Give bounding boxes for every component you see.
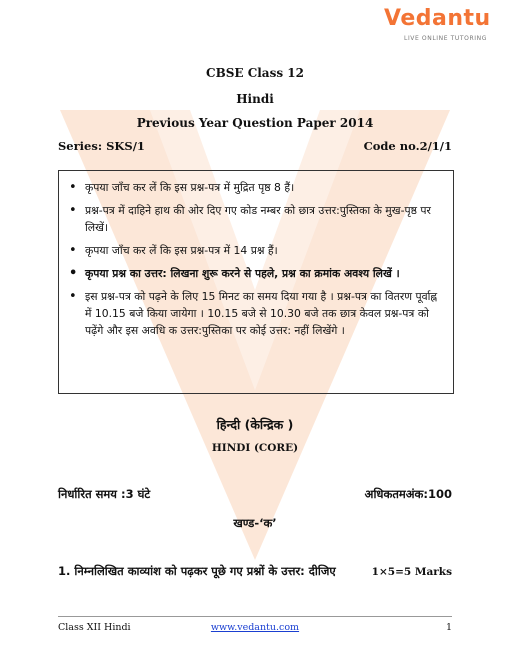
logo-wordmark: Vedantu — [384, 6, 491, 31]
vedantu-logo — [384, 6, 502, 50]
time-allowed: निर्धारित समय :3 घंटे — [58, 487, 151, 501]
question-1-text: 1. निम्नलिखित काव्यांश को पढ़कर पूछे गए प्रश्नों के उत्तर: दीजिए — [58, 564, 336, 578]
series-label: Series: SKS/1 — [58, 139, 145, 153]
doc-paper-title: Previous Year Question Paper 2014 — [136, 116, 374, 130]
doc-class-title: CBSE Class 12 — [206, 66, 304, 80]
code-label: Code no.2/1/1 — [363, 139, 452, 153]
instructions-box — [58, 170, 454, 394]
instruction-item: • इस प्रश्न-पत्र को पढ़ने के लिए 15 मिनट का समय दिया गया है । प्रश्न-पत्र का वितरण पूर्वाह्न में 10.15 बजे किया जायेगा । 10.15 बजे से 10.30 बजे तक छात्र केवल प्रश्न-पत्र को पढ़ेंगे और इस अवधि क उत्तर:पुस्तिका पर कोई उत्तर: नहीं लिखेंगे । — [85, 288, 443, 339]
instruction-item: • प्रश्न-पत्र में दाहिने हाथ की ओर दिए गए कोड नम्बर को छात्र उत्तर:पुस्तिका के मुख-पृष्ठ पर लिखें। — [85, 202, 443, 236]
doc-subject-title: Hindi — [236, 92, 274, 106]
footer-class-label: Class XII Hindi — [58, 622, 131, 633]
instruction-item: • कृपया जाँच कर लें कि इस प्रश्न-पत्र में 14 प्रश्न हैं। — [85, 242, 443, 259]
question-1-marks: 1×5=5 Marks — [371, 566, 452, 578]
instruction-item: • कृपया प्रश्न का उत्तर: लिखना शुरू करने से पहले, प्रश्न का क्रमांक अवश्य लिखें । — [85, 265, 443, 282]
max-marks: अधिकतमअंक:100 — [364, 487, 452, 501]
logo-tagline: LIVE ONLINE TUTORING — [404, 35, 487, 42]
footer-website-link[interactable]: www.vedantu.com — [210, 622, 300, 633]
section-heading: खण्ड-‘क’ — [233, 516, 277, 530]
instructions-list — [59, 171, 453, 339]
subject-english-title: HINDI (CORE) — [211, 442, 299, 454]
subject-hindi-title: हिन्दी (केन्द्रिक ) — [216, 417, 294, 432]
footer-divider — [58, 616, 452, 617]
page-number: 1 — [445, 622, 452, 633]
instruction-item: • कृपया जाँच कर लें कि इस प्रश्न-पत्र में मुद्रित पृष्ठ 8 हैं। — [85, 179, 443, 196]
